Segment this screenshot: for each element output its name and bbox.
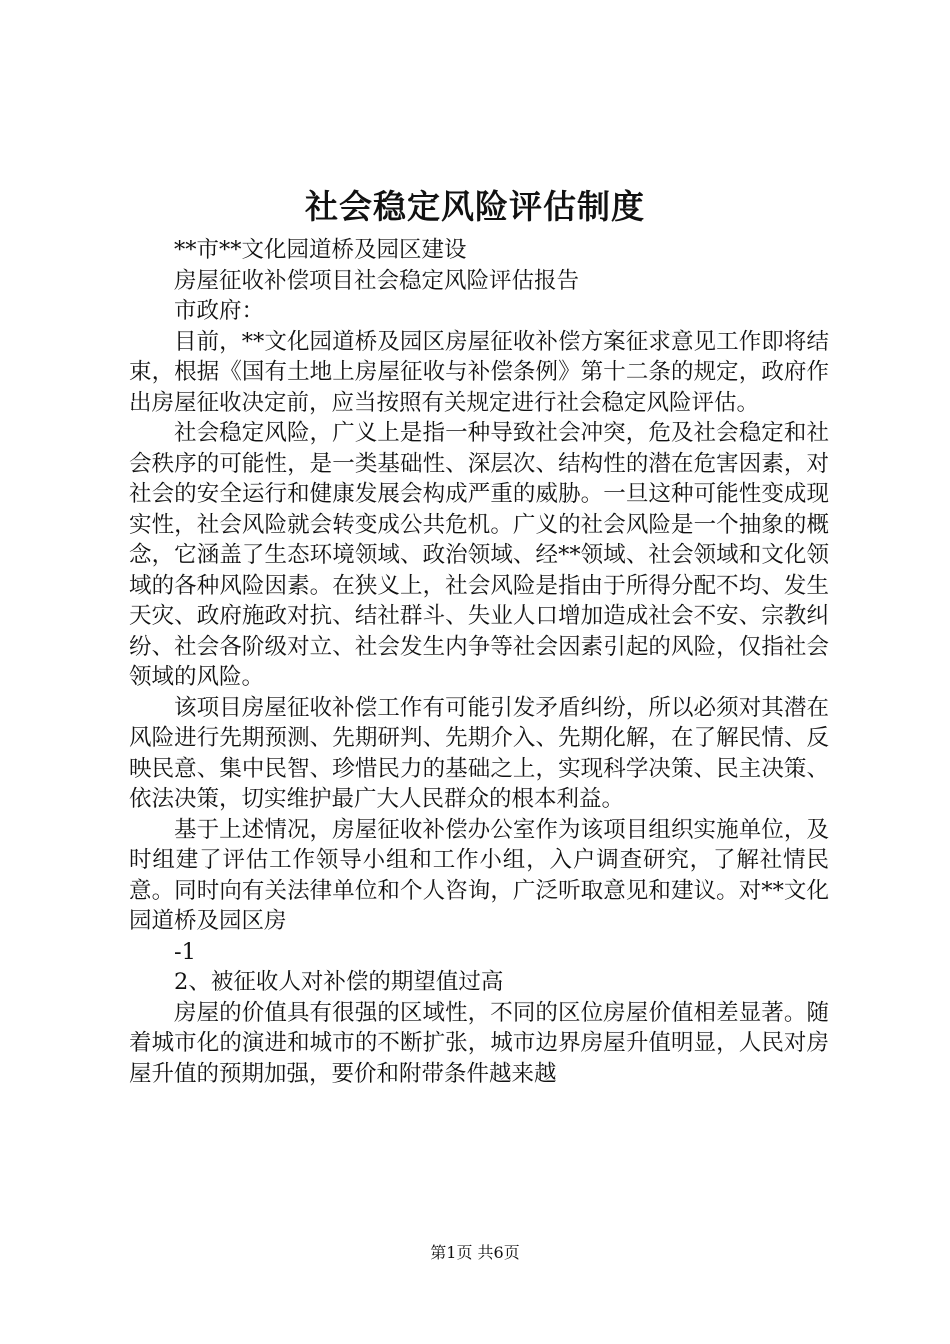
document-title: 社会稳定风险评估制度 [305, 187, 645, 226]
report-heading-line-2: 房屋征收补偿项目社会稳定风险评估报告 [174, 267, 580, 294]
paragraph: 目前，**文化园道桥及园区房屋征收补偿方案征求意见工作即将结束，根据《国有土地上房屋征收与补偿条例》第十二条的规定，政府作出房屋征收决定前，应当按照有关规定进行社会稳定风险评估。 [129, 328, 829, 416]
paragraph: 基于上述情况，房屋征收补偿办公室作为该项目组织实施单位，及时组建了评估工作领导小组和工作小组，入户调查研究，了解社情民意。同时向有关法律单位和个人咨询，广泛听取意见和建议。对**文化园道桥及园区房 [129, 816, 829, 934]
page-marker: -1 [174, 938, 196, 965]
page-footer: 第1页 共6页 [430, 1243, 520, 1262]
document-body [129, 235, 829, 1089]
paragraph: 该项目房屋征收补偿工作有可能引发矛盾纠纷，所以必须对其潜在风险进行先期预测、先期研判、先期介入、先期化解，在了解民情、反映民意、集中民智、珍惜民力的基础之上，实现科学决策、民主决策、依法决策，切实维护最广大人民群众的根本利益。 [129, 694, 829, 812]
report-heading-line-1: **市**文化园道桥及园区建设 [174, 237, 467, 263]
paragraph: 房屋的价值具有很强的区域性，不同的区位房屋价值相差显著。随着城市化的演进和城市的不断扩张，城市边界房屋升值明显，人民对房屋升值的预期加强，要价和附带条件越来越 [129, 999, 829, 1087]
paragraph: 社会稳定风险，广义上是指一种导致社会冲突，危及社会稳定和社会秩序的可能性，是一类基础性、深层次、结构性的潜在危害因素，对社会的安全运行和健康发展会构成严重的威胁。一旦这种可能性变成现实性，社会风险就会转变成公共危机。广义的社会风险是一个抽象的概念，它涵盖了生态环境领域、政治领域、经**领域、社会领域和文化领域的各种风险因素。在狭义上，社会风险是指由于所得分配不均、发生天灾、政府施政对抗、结社群斗、失业人口增加造成社会不安、宗教纠纷、社会各阶级对立、社会发生内争等社会因素引起的风险，仅指社会领域的风险。 [129, 420, 829, 690]
section-heading: 2、被征收人对补偿的期望值过高 [174, 969, 504, 995]
addressee: 市政府： [174, 298, 265, 324]
